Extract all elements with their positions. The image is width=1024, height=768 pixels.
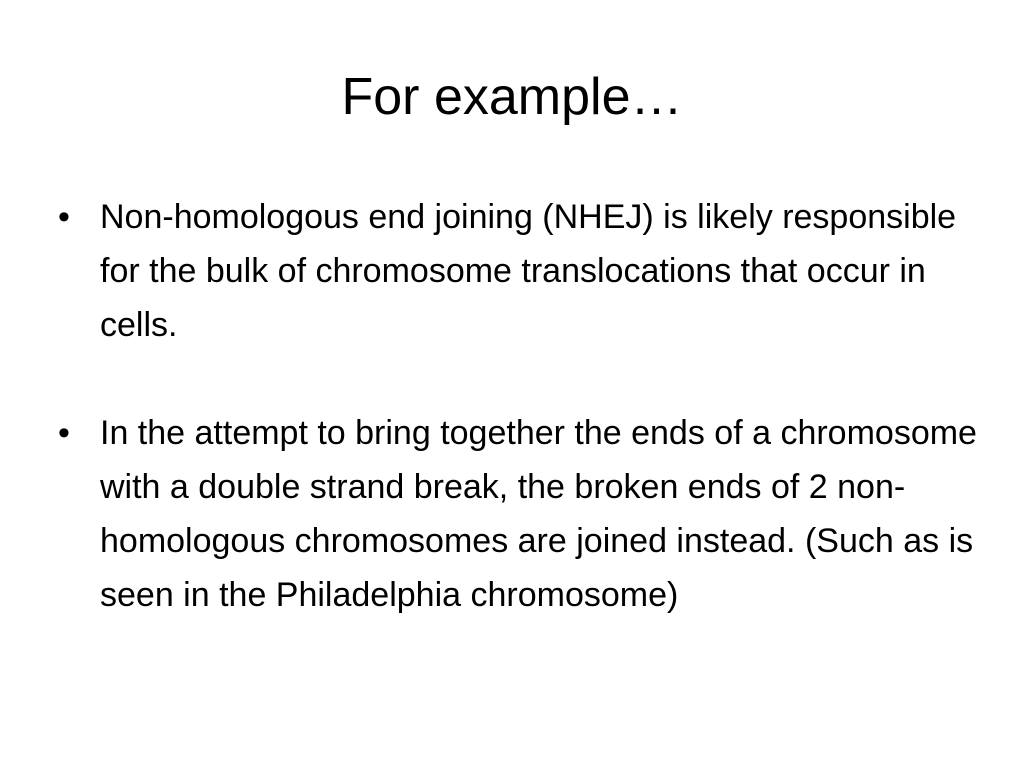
bullet-item-nhej: [58, 190, 978, 352]
bullet-list: [58, 190, 978, 622]
bullet-text: In the attempt to bring together the ends of a chromosome with a double strand break, the broken ends of 2 non-homologous chromosomes are joined instead. (Such as is seen in the Philadelphia chromosome): [100, 414, 977, 614]
bullet-marker: •: [58, 414, 70, 452]
bullet-item-double-strand-break: [58, 406, 978, 622]
bullet-marker: •: [58, 198, 70, 236]
slide-title: For example…: [341, 68, 683, 126]
bullet-text: Non-homologous end joining (NHEJ) is likely responsible for the bulk of chromosome translocations that occur in cells.: [100, 198, 957, 344]
